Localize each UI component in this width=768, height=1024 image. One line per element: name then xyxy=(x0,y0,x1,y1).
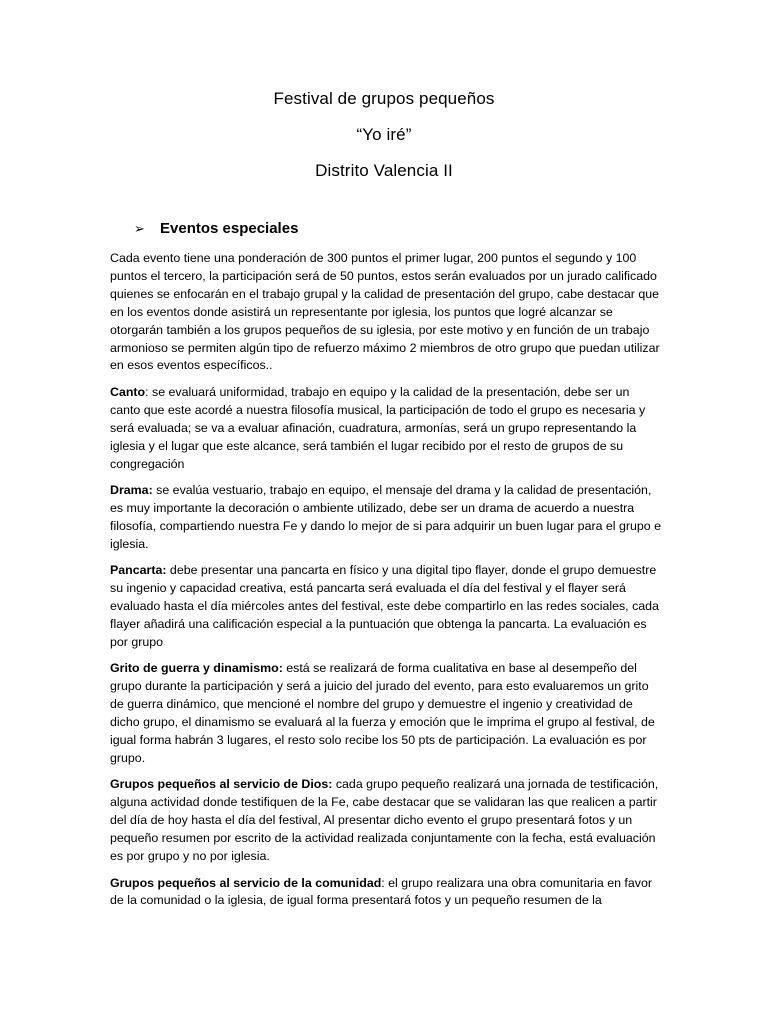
festival-title: Festival de grupos pequeños xyxy=(273,89,495,108)
event-term: Grito de guerra y dinamismo: xyxy=(110,661,283,676)
event-description: : se evaluará uniformidad, trabajo en equipo y la calidad de la presentación, debe ser un canto que este acordé a nuestra filosofía musical, la participación de todo el grupo es necesaria y será evaluada; se va a evaluar afinación, cuadratura, armonías, será un grupo representando la iglesia y el lugar que este alcance, será también el lugar recibido por el resto de grupos de su congregación xyxy=(110,384,646,471)
event-term: Grupos pequeños al servicio de Dios: xyxy=(110,777,333,792)
event-description: cada grupo pequeño realizará una jornada de testificación, alguna actividad donde testifiquen de la Fe, cabe destacar que se validaran las que realicen a partir del día de hoy hasta el día del festival, Al presentar dicho evento el grupo presentará fotos y un pequeño resumen por escrito de la actividad realizada conjuntamente con la fecha, está evaluación es por grupo y no por iglesia. xyxy=(110,777,659,864)
event-term: Pancarta: xyxy=(110,563,167,578)
event-paragraph-drama xyxy=(110,482,662,554)
district-name: Distrito Valencia II xyxy=(315,161,453,180)
event-term: Grupos pequeños al servicio de la comunidad xyxy=(110,875,382,890)
event-paragraph-servicio-dios xyxy=(110,776,662,866)
event-paragraph-servicio-comunidad xyxy=(110,875,662,911)
intro-paragraph: Cada evento tiene una ponderación de 300 puntos el primer lugar, 200 puntos el segundo y 100 puntos el tercero, la participación será de 50 puntos, estos serán evaluados por un jurado calificado quienes se enfocarán en el trabajo grupal y la calidad de presentación del grupo, cabe destacar que en los eventos donde asistirá un representante por iglesia, los puntos que logré alcanzar se otorgarán también a los grupos pequeños de su iglesia, por este motivo y en función de un trabajo armonioso se permiten algún tipo de refuerzo máximo 2 miembros de otro grupo que puedan utilizar en esos eventos específicos.. xyxy=(110,251,660,373)
festival-motto: “Yo iré” xyxy=(356,125,412,144)
section-heading xyxy=(134,220,298,237)
document-title-block xyxy=(0,88,768,196)
event-description: : el grupo realizara una obra comunitaria en favor de la comunidad o la iglesia, de igual forma presentará fotos y un pequeño resumen de la xyxy=(110,875,652,908)
event-term: Canto xyxy=(110,384,146,399)
arrow-bullet-icon: ➢ xyxy=(134,220,145,236)
section-heading-label: Eventos especiales xyxy=(160,220,299,237)
event-paragraph-grito xyxy=(110,660,662,767)
event-description: se evalúa vestuario, trabajo en equipo, el mensaje del drama y la calidad de presentación, es muy importante la decoración o ambiente utilizado, debe ser un drama de acuerdo a nuestra filosofía, compartiendo nuestra Fe y dando lo mejor de si para adquirir un buen lugar para el grupo e iglesia. xyxy=(110,483,662,551)
event-paragraph-pancarta xyxy=(110,562,662,652)
document-body xyxy=(110,250,662,919)
event-description: está se realizará de forma cualitativa en base al desempeño del grupo durante la participación y será a juicio del jurado del evento, para esto evaluaremos un grito de guerra dinámico, que mencioné el nombre del grupo y demuestre el ingenio y creatividad de dicho grupo, el dinamismo se evaluará al la fuerza y emoción que le imprima el grupo al festival, de igual forma habrán 3 lugares, el resto solo recibe los 50 pts de participación. La evaluación es por grupo. xyxy=(110,661,655,765)
event-description: debe presentar una pancarta en físico y una digital tipo flayer, donde el grupo demuestre su ingenio y capacidad creativa, está pancarta será evaluada el día del festival y el flayer será evaluado hasta el día miércoles antes del festival, este debe compartirlo en las redes sociales, cada flayer añadirá una calificación especial a la puntuación que obtenga la pancarta. La evaluación es por grupo xyxy=(110,563,659,649)
event-paragraph-canto xyxy=(110,384,662,474)
event-term: Drama: xyxy=(110,483,153,498)
